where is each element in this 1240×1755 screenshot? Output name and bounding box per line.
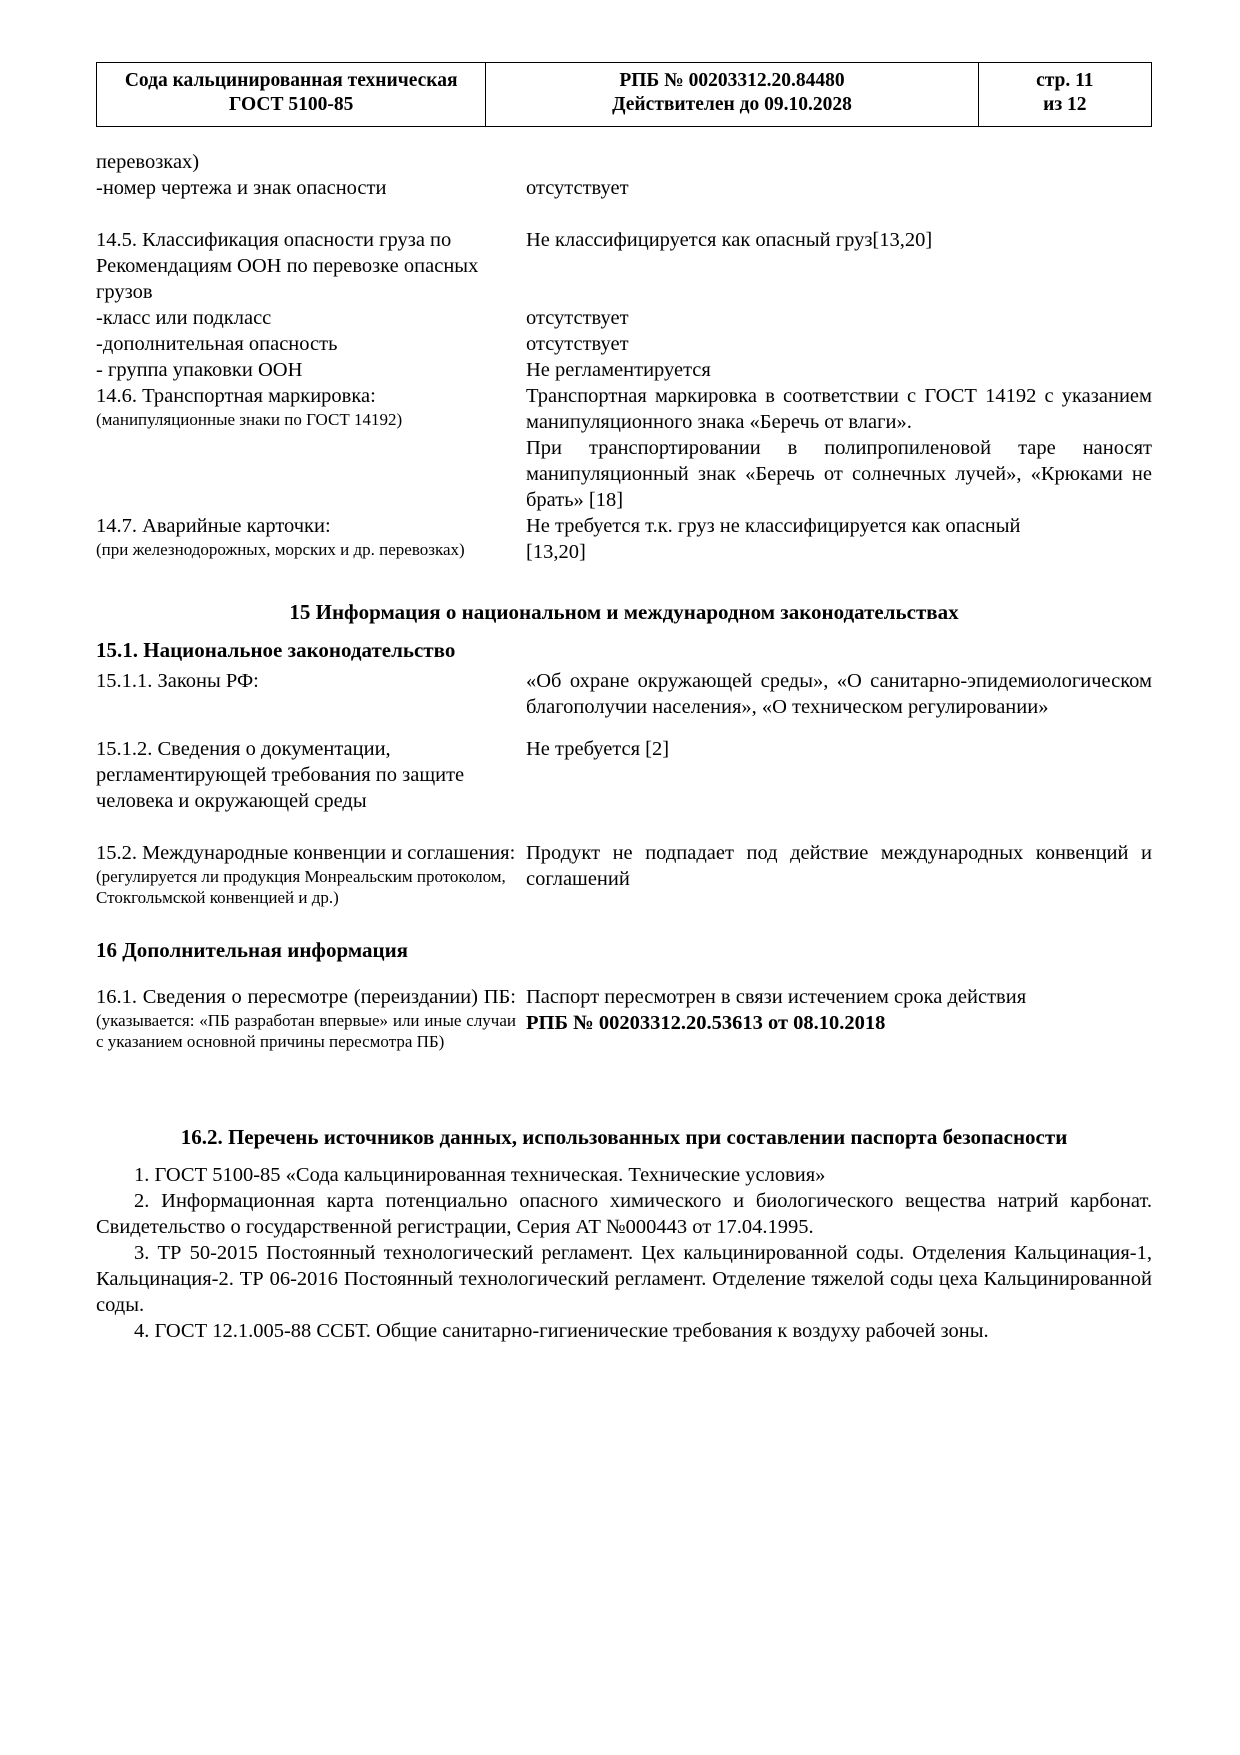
row-documentation-value: Не требуется [2] <box>526 737 670 760</box>
header-valid-until: Действителен до 09.10.2028 <box>612 94 852 116</box>
row-transport-marking-label: 14.6. Транспортная маркировка: <box>96 385 376 407</box>
section-15-title: 15 Информация о национальном и международном законодательствах <box>289 600 959 625</box>
row-revision-value-wrap <box>526 984 1152 1036</box>
section-16-2-title: 16.2. Перечень источников данных, использованных при составлении паспорта безопасности <box>180 1125 1068 1150</box>
row-laws-rf <box>96 668 1152 720</box>
source-item-2: 2. Информационная карта потенциально опасного химического и биологического вещества натрий карбонат. Свидетельство о государственной регистрации, Серия АТ №000443 от 17.04.1995. <box>96 1189 1152 1238</box>
row-revision-label: 16.1. Сведения о пересмотре (переиздании) ПБ: <box>96 985 516 1008</box>
row-class-subclass <box>96 305 1152 331</box>
header-page-number: стр. 11 <box>1036 70 1094 91</box>
row-additional-hazard <box>96 331 1152 357</box>
row-un-classification-value: Не классифицируется как опасный груз[13,20] <box>526 228 933 251</box>
row-conventions <box>96 840 1152 909</box>
row-documentation <box>96 736 1152 814</box>
row-emergency-cards-value-wrap <box>526 513 1152 565</box>
header-product-standard: ГОСТ 5100-85 <box>229 94 354 116</box>
row-class-subclass-value: отсутствует <box>526 306 629 329</box>
row-conventions-value: Продукт не подпадает под действие международных конвенций и соглашений <box>526 841 1152 890</box>
row-conventions-label: 15.2. Международные конвенции и соглашения: <box>96 841 516 864</box>
header-page-cell <box>978 63 1151 127</box>
source-item-3: 3. ТР 50-2015 Постоянный технологический регламент. Цех кальцинированной соды. Отделения Кальцинация-1, Кальцинация-2. ТР 06-2016 Постоянный технологический регламент. Отделение тяжелой соды цеха Кальцинированной соды. <box>96 1241 1152 1316</box>
row-transport-marking <box>96 383 1152 513</box>
row-transport-marking-value-1: Транспортная маркировка в соответствии с ГОСТ 14192 с указанием манипуляционного знака «Беречь от влаги». <box>526 385 1152 434</box>
row-documentation-label: 15.1.2. Сведения о документации, регламентирующей требования по защите человека и окружающей среды <box>96 737 465 812</box>
row-un-classification <box>96 227 1152 305</box>
row-transport-marking-note: (манипуляционные знаки по ГОСТ 14192) <box>96 410 403 430</box>
row-drawing-number <box>96 175 1152 201</box>
source-item-4: 4. ГОСТ 12.1.005-88 ССБТ. Общие санитарно-гигиенические требования к воздуху рабочей зоны. <box>134 1319 989 1342</box>
row-emergency-cards-value-1: Не требуется т.к. груз не классифицируется как опасный <box>526 515 1021 538</box>
row-revision-previous-passport: РПБ № 00203312.20.53613 от 08.10.2018 <box>526 1011 886 1034</box>
header-passport-number: РПБ № 00203312.20.84480 <box>619 70 845 91</box>
row-transport-marking-value-wrap <box>526 383 1152 513</box>
row-revision-note: (указывается: «ПБ разработан впервые» или иные случаи с указанием основной причины пересмотра ПБ) <box>96 1010 516 1052</box>
section-16-title: 16 Дополнительная информация <box>96 937 409 962</box>
header-page-total: из 12 <box>1043 94 1087 116</box>
header-row <box>97 63 1152 127</box>
row-laws-rf-value: «Об охране окружающей среды», «О санитарно-эпидемиологическом благополучии населения», «О техническом регулировании» <box>526 669 1152 718</box>
row-class-subclass-label: -класс или подкласс <box>96 306 272 329</box>
header-product-name: Сода кальцинированная техническая <box>124 70 458 91</box>
row-revision-label-wrap <box>96 984 526 1053</box>
row-drawing-number-value: отсутствует <box>526 176 629 199</box>
row-revision-value: Паспорт пересмотрен в связи истечением срока действия <box>526 985 1027 1008</box>
header-product-cell <box>97 63 486 127</box>
header-passport-cell <box>486 63 978 127</box>
row-packing-group-value: Не регламентируется <box>526 358 711 381</box>
row-additional-hazard-value: отсутствует <box>526 332 629 355</box>
row-emergency-cards-note: (при железнодорожных, морских и др. перевозках) <box>96 540 465 560</box>
source-item-1: 1. ГОСТ 5100-85 «Сода кальцинированная техническая. Технические условия» <box>134 1163 826 1186</box>
section-15-1-title: 15.1. Национальное законодательство <box>96 637 456 662</box>
row-packing-group <box>96 357 1152 383</box>
row-emergency-cards-label-wrap <box>96 513 526 560</box>
row-transport-marking-label-wrap <box>96 383 526 430</box>
row-emergency-cards-label: 14.7. Аварийные карточки: <box>96 515 331 538</box>
row-drawing-number-label: -номер чертежа и знак опасности <box>96 176 387 199</box>
row-laws-rf-label: 15.1.1. Законы РФ: <box>96 669 259 692</box>
row-emergency-cards <box>96 513 1152 565</box>
row-conventions-note: (регулируется ли продукция Монреальским протоколом, Стокгольмской конвенцией и др.) <box>96 867 506 908</box>
continuation-text: перевозках) <box>96 150 200 173</box>
row-emergency-cards-value-2: [13,20] <box>526 541 586 564</box>
row-conventions-label-wrap <box>96 840 526 909</box>
row-un-classification-label: 14.5. Классификация опасности груза по Рекомендациям ООН по перевозке опасных грузов <box>96 228 479 303</box>
row-revision-info <box>96 984 1152 1053</box>
page-header-table <box>96 62 1152 127</box>
row-transport-marking-value-2: При транспортировании в полипропиленовой таре наносят манипуляционный знак «Беречь от солнечных лучей», «Крюками не брать» [18] <box>526 437 1152 512</box>
row-additional-hazard-label: -дополнительная опасность <box>96 332 338 355</box>
row-packing-group-label: - группа упаковки ООН <box>96 358 303 381</box>
